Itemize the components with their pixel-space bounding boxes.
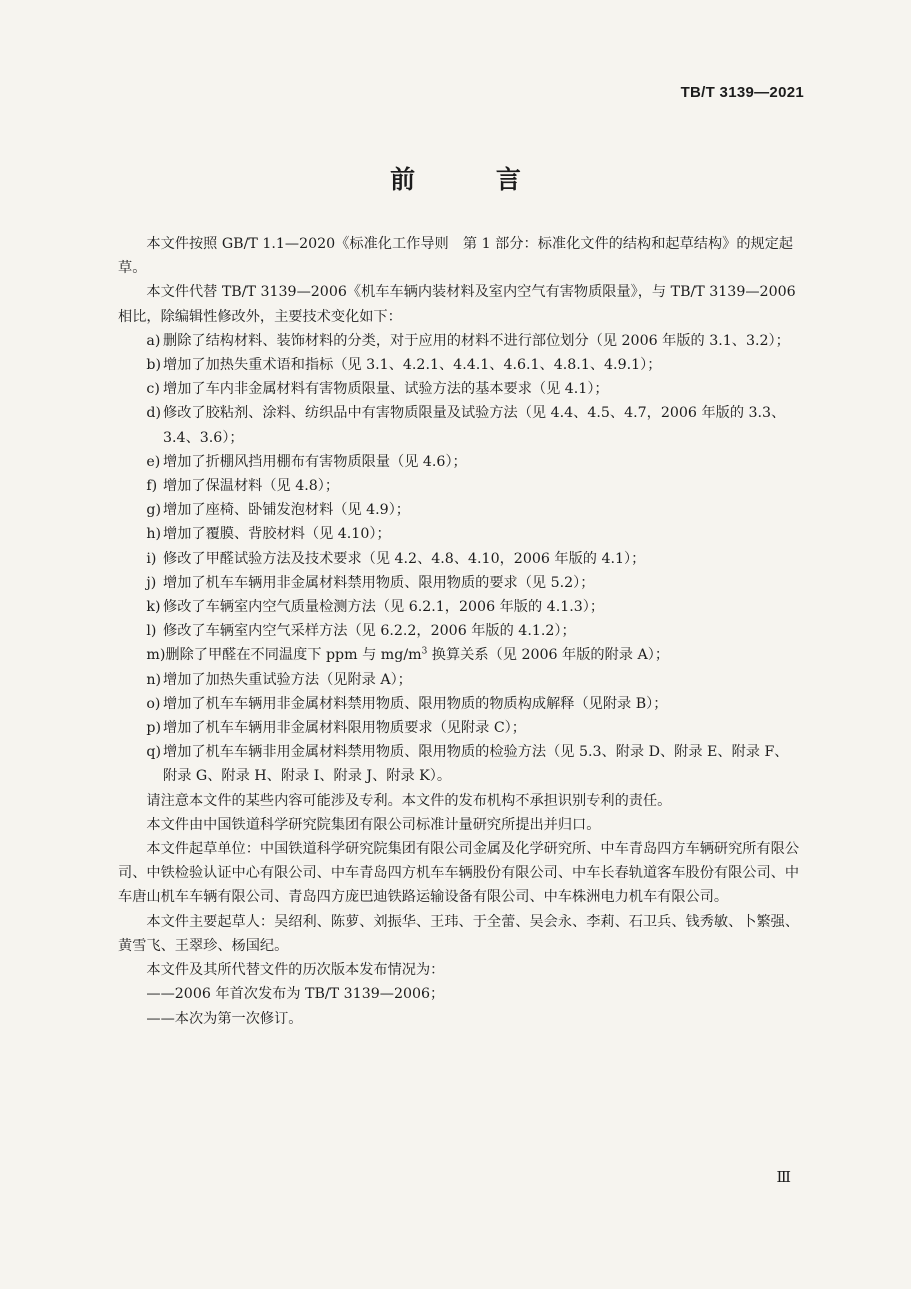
list-item bbox=[118, 643, 802, 667]
list-marker: i) bbox=[146, 550, 157, 567]
list-item bbox=[118, 474, 802, 498]
paragraph-history-intro: 本文件及其所代替文件的历次版本发布情况为： bbox=[146, 962, 445, 979]
list-item bbox=[118, 450, 802, 474]
list-text: 增加了机车车辆用非金属材料禁用物质、限用物质的物质构成解释（见附录 B）； bbox=[163, 695, 668, 712]
list-item bbox=[118, 692, 802, 716]
history-item: ——本次为第一次修订。 bbox=[146, 1010, 303, 1027]
list-marker: c) bbox=[146, 381, 160, 398]
list-item bbox=[118, 547, 802, 571]
list-item bbox=[118, 329, 802, 353]
list-marker: m) bbox=[146, 647, 166, 664]
list-marker: h) bbox=[146, 526, 162, 543]
page-number: Ⅲ bbox=[776, 1168, 791, 1186]
page-title: 前 言 bbox=[390, 165, 557, 194]
list-text: 增加了加热失重试验方法（见附录 A）； bbox=[163, 671, 412, 688]
paragraph-replaces: 本文件代替 TB/T 3139—2006《机车车辆内装材料及室内空气有害物质限量》，与 TB/T 3139—2006 相比，除编辑性修改外，主要技术变化如下： bbox=[118, 284, 796, 325]
paragraph-drafters: 本文件主要起草人：吴绍利、陈萝、刘振华、王玮、于全蕾、吴会永、李莉、石卫兵、钱秀敏、卜繁强、黄雪飞、王翠珍、杨国纪。 bbox=[118, 913, 800, 954]
list-item bbox=[118, 668, 802, 692]
list-marker: o) bbox=[146, 695, 161, 712]
list-text: 修改了甲醛试验方法及技术要求（见 4.2、4.8、4.10，2006 年版的 4.1）； bbox=[163, 550, 646, 567]
list-text bbox=[165, 643, 802, 667]
list-text: 增加了座椅、卧铺发泡材料（见 4.9）； bbox=[163, 502, 410, 519]
list-text: 修改了胶粘剂、涂料、纺织品中有害物质限量及试验方法（见 4.4、4.5、4.7，2006 年版的 3.3、3.4、3.6）； bbox=[163, 405, 786, 446]
paragraph-patent: 请注意本文件的某些内容可能涉及专利。本文件的发布机构不承担识别专利的责任。 bbox=[146, 792, 672, 809]
changes-list bbox=[118, 329, 802, 789]
list-marker: n) bbox=[146, 671, 162, 688]
paragraph-proposer: 本文件由中国铁道科学研究院集团有限公司标准计量研究所提出并归口。 bbox=[146, 816, 601, 833]
list-text: 修改了车辆室内空气采样方法（见 6.2.2，2006 年版的 4.1.2）； bbox=[163, 623, 576, 640]
list-item bbox=[118, 377, 802, 401]
list-marker: f) bbox=[146, 478, 158, 495]
list-marker: g) bbox=[146, 502, 162, 519]
list-item bbox=[118, 740, 802, 788]
list-marker: j) bbox=[146, 574, 157, 591]
list-marker: d) bbox=[146, 405, 162, 422]
list-text: 增加了保温材料（见 4.8）； bbox=[163, 478, 340, 495]
list-text: 删除了结构材料、装饰材料的分类，对于应用的材料不进行部位划分（见 2006 年版的 3.1、3.2）； bbox=[163, 332, 790, 349]
list-text-part: 删除了甲醛在不同温度下 ppm 与 mg/m bbox=[165, 647, 422, 664]
list-marker: k) bbox=[146, 599, 161, 616]
list-text: 增加了机车车辆用非金属材料禁用物质、限用物质的要求（见 5.2）； bbox=[163, 574, 595, 591]
list-text-part: 换算关系（见 2006 年版的附录 A）； bbox=[427, 647, 670, 664]
list-item bbox=[118, 595, 802, 619]
list-item bbox=[118, 522, 802, 546]
list-marker: a) bbox=[146, 332, 161, 349]
history-item: ——2006 年首次发布为 TB/T 3139—2006； bbox=[146, 986, 445, 1003]
standard-code: TB/T 3139—2021 bbox=[680, 84, 804, 101]
paragraph-basis: 本文件按照 GB/T 1.1—2020《标准化工作导则 第 1 部分：标准化文件的结构和起草结构》的规定起草。 bbox=[118, 236, 794, 277]
list-marker: q) bbox=[146, 744, 162, 761]
list-item bbox=[118, 401, 802, 449]
list-text: 增加了加热失重术语和指标（见 3.1、4.2.1、4.4.1、4.6.1、4.8.1、4.9.1）； bbox=[163, 357, 662, 374]
list-item bbox=[118, 353, 802, 377]
list-marker: e) bbox=[146, 453, 161, 470]
list-item bbox=[118, 716, 802, 740]
list-item bbox=[118, 619, 802, 643]
list-marker: l) bbox=[146, 623, 157, 640]
list-text: 增加了折棚风挡用棚布有害物质限量（见 4.6）； bbox=[163, 453, 467, 470]
list-item bbox=[118, 498, 802, 522]
list-marker: b) bbox=[146, 357, 162, 374]
list-text: 增加了车内非金属材料有害物质限量、试验方法的基本要求（见 4.1）； bbox=[163, 381, 609, 398]
list-text: 增加了机车车辆非用金属材料禁用物质、限用物质的检验方法（见 5.3、附录 D、附录 E、附录 F、附录 G、附录 H、附录 I、附录 J、附录 K）。 bbox=[163, 744, 789, 785]
list-text: 修改了车辆室内空气质量检测方法（见 6.2.1，2006 年版的 4.1.3）； bbox=[163, 599, 605, 616]
superscript: 3 bbox=[421, 646, 428, 657]
paragraph-drafting-units: 本文件起草单位：中国铁道科学研究院集团有限公司金属及化学研究所、中车青岛四方车辆研究所有限公司、中铁检验认证中心有限公司、中车青岛四方机车车辆股份有限公司、中车长春轨道客车股份有限公司、中车唐山机车车辆有限公司、青岛四方庞巴迪铁路运输设备有限公司、中车株洲电力机车有限公司。 bbox=[118, 841, 800, 906]
list-text: 增加了机车车辆用非金属材料限用物质要求（见附录 C）； bbox=[163, 720, 526, 737]
list-text: 增加了覆膜、背胶材料（见 4.10）； bbox=[163, 526, 391, 543]
list-item bbox=[118, 571, 802, 595]
list-marker: p) bbox=[146, 720, 162, 737]
document-body bbox=[118, 232, 802, 1031]
